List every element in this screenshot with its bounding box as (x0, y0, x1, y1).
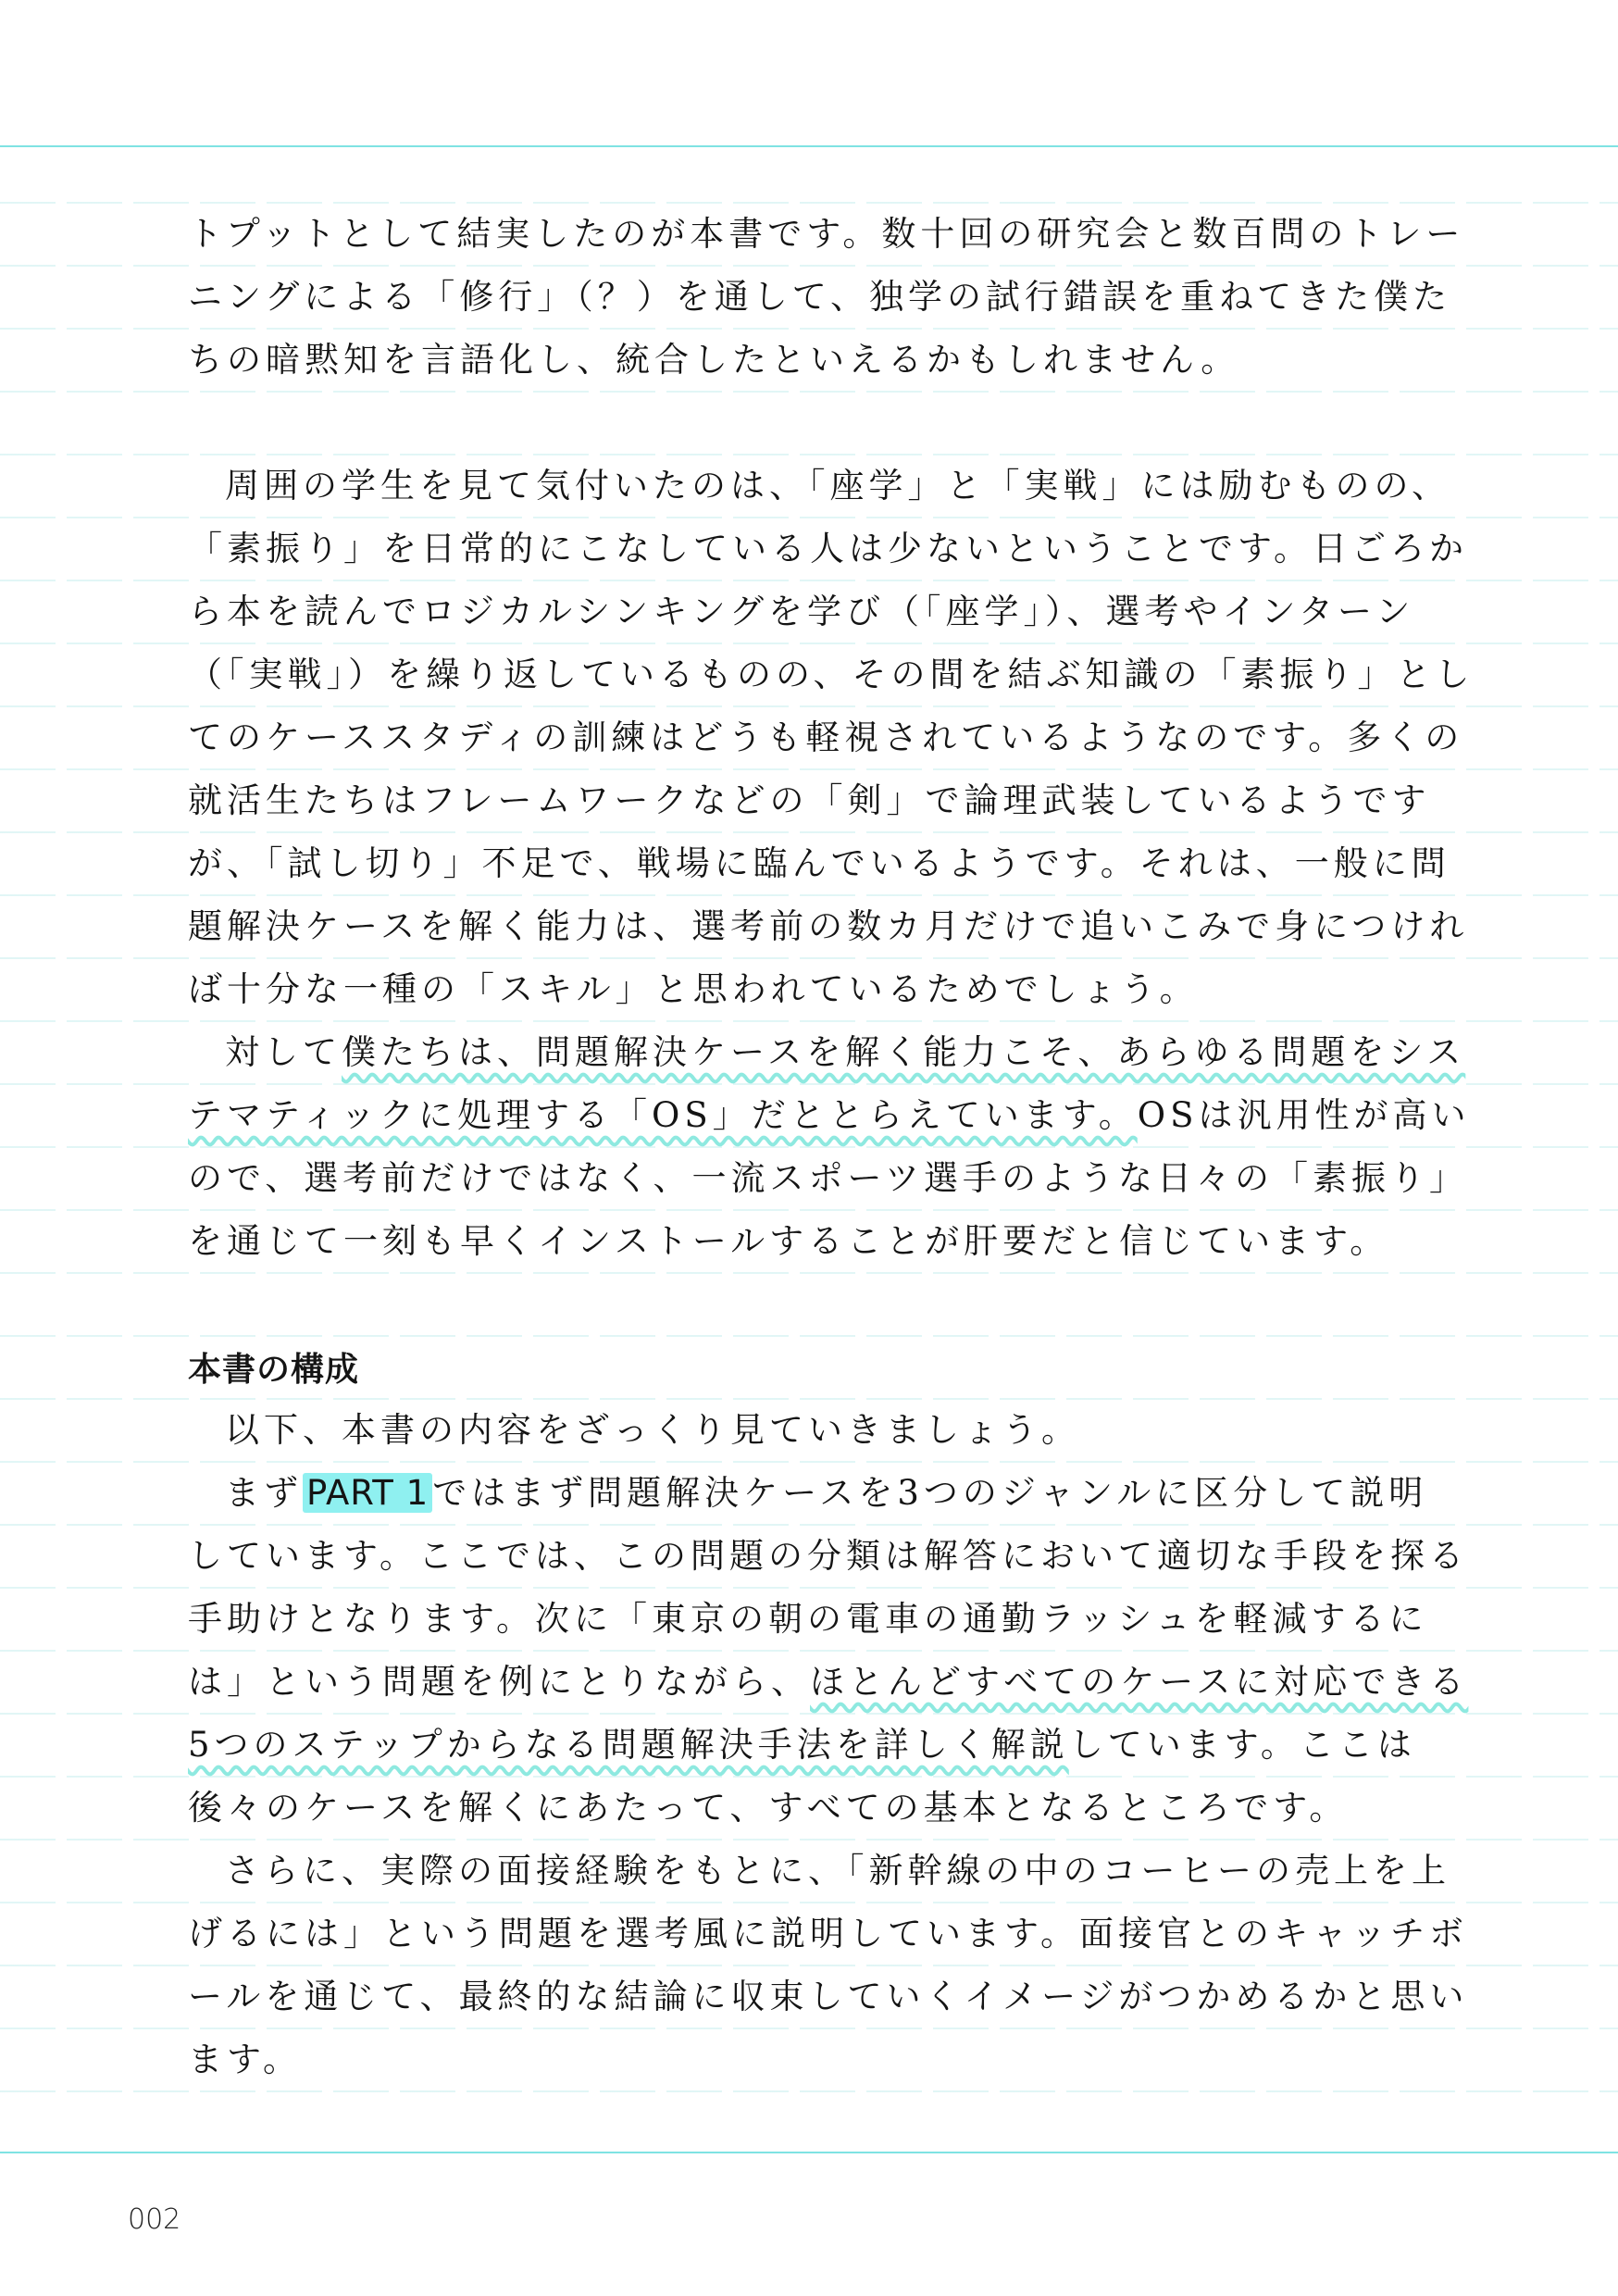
text-line: ば十分な一種の「スキル」と思われているためでしょう。 (188, 969, 1199, 1009)
text-line: 題解決ケースを解く能力は、選考前の数カ月だけで追いこみで身につけれ (188, 906, 1469, 946)
text-line: 「素振り」を日常的にこなしている人は少ないということです。日ごろか (188, 529, 1469, 568)
text-line (225, 1462, 1428, 1525)
text-line (188, 1651, 1469, 1714)
text-line: げるには」という問題を選考風に説明しています。面接官とのキャッチボ (188, 1914, 1469, 1953)
page-number: 002 (128, 2203, 181, 2236)
text-line (188, 1714, 1416, 1777)
guide-line (0, 1335, 1618, 1337)
wavy-underline-emphasis: ほとんどすべてのケースに対応できる (810, 1662, 1469, 1702)
text-span: OSは汎用性が高い (1137, 1095, 1471, 1135)
section-heading: 本書の構成 (188, 1351, 360, 1389)
text-line: （「実戦」）を繰り返しているものの、その間を結ぶ知識の「素振り」とし (188, 655, 1475, 694)
text-line: てのケーススタディの訓練はどうも軽視されているようなのです。多くの (188, 718, 1464, 757)
text-span: ではまず問題解決ケースを3つのジャンルに区分して説明 (432, 1473, 1428, 1513)
text-line: 就活生たちはフレームワークなどの「剣」で論理武装しているようです (188, 780, 1431, 820)
text-line (188, 1084, 1471, 1147)
text-line: トプットとして結実したのが本書です。数十回の研究会と数百問のトレー (188, 214, 1465, 254)
text-line: 周囲の学生を見て気付いたのは、「座学」と「実戦」には励むものの、 (225, 466, 1451, 505)
wavy-underline-emphasis: 5つのステップからなる問題解決手法を詳しく解説 (188, 1725, 1069, 1765)
part-highlight: PART 1 (303, 1473, 432, 1513)
text-span: は」という問題を例にとりながら、 (188, 1662, 810, 1702)
text-span: しています。ここは (1068, 1725, 1416, 1765)
text-span: 対して (225, 1032, 342, 1072)
wavy-underline-emphasis: 僕たちは、問題解決ケースを解く能力こそ、あらゆる問題をシス (342, 1032, 1466, 1072)
text-line (225, 1021, 1466, 1084)
text-line: ニングによる「修行」（？）を通して、独学の試行錯誤を重ねてきた僕た (188, 277, 1452, 317)
text-line: さらに、実際の面接経験をもとに、「新幹線の中のコーヒーの売上を上 (225, 1851, 1451, 1890)
text-line: を通じて一刻も早くインストールすることが肝要だと信じています。 (188, 1221, 1389, 1261)
text-line: が、「試し切り」不足で、戦場に臨んでいるようです。それは、一般に問 (188, 843, 1450, 883)
text-line: ら本を読んでロジカルシンキングを学び（「座学」）、選考やインターン (188, 592, 1415, 631)
text-line: しています。ここでは、この問題の分類は解答において適切な手段を探る (188, 1536, 1469, 1576)
text-line: ちの暗黙知を言語化し、統合したといえるかもしれません。 (188, 340, 1240, 380)
wavy-underline-emphasis: テマティックに処理する「OS」だととらえています。 (188, 1095, 1138, 1135)
text-line: 手助けとなります。次に「東京の朝の電車の通勤ラッシュを軽減するに (188, 1599, 1428, 1639)
footer-rule (0, 2152, 1618, 2153)
text-line: ます。 (188, 2040, 303, 2079)
text-line: ので、選考前だけではなく、一流スポーツ選手のような日々の「素振り」 (188, 1158, 1469, 1198)
text-line: 後々のケースを解くにあたって、すべての基本となるところです。 (188, 1788, 1349, 1828)
text-line: ールを通じて、最終的な結論に収束していくイメージがつかめるかと思い (188, 1977, 1469, 2016)
text-span: まず (225, 1473, 303, 1513)
text-line: 以下、本書の内容をざっくり見ていきましょう。 (225, 1410, 1080, 1450)
header-rule (0, 145, 1618, 147)
